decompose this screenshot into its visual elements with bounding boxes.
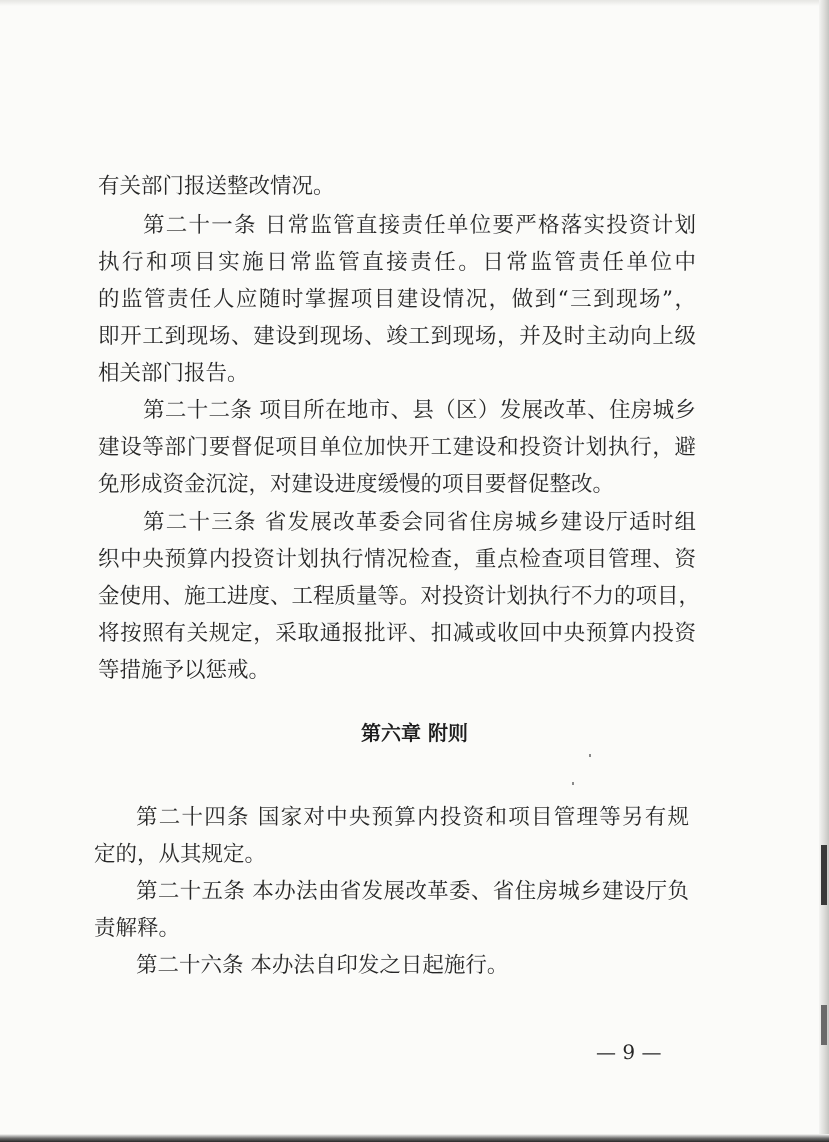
article-24-line: 第二十四条 国家对中央预算内投资和项目管理等另有规	[136, 805, 689, 830]
article-21-line: 第二十一条 日常监管直接责任单位要严格落实投资计划	[143, 213, 696, 238]
paragraph-line: 等措施予以惩戒。	[98, 658, 271, 683]
paragraph-line: 即开工到现场、建设到现场、竣工到现场，并及时主动向上级	[98, 324, 696, 349]
scan-shadow-bottom	[0, 1134, 829, 1142]
paragraph-line: 织中央预算内投资计划执行情况检查，重点检查项目管理、资	[98, 547, 696, 572]
page-number: — 9 —	[596, 1040, 662, 1064]
paragraph-line: 责解释。	[94, 916, 181, 941]
scan-shadow-right	[819, 0, 829, 1142]
scan-speck	[572, 782, 574, 785]
scan-speck	[589, 754, 591, 757]
article-22-line: 第二十二条 项目所在地市、县（区）发展改革、住房城乡	[143, 398, 696, 423]
paragraph-line: 相关部门报告。	[98, 361, 249, 386]
article-25-line: 第二十五条 本办法由省发展改革委、省住房城乡建设厅负	[136, 879, 689, 904]
paragraph-line: 建设等部门要督促项目单位加快开工建设和投资计划执行，避	[98, 435, 696, 460]
paragraph-line: 有关部门报送整改情况。	[98, 174, 335, 199]
article-23-line: 第二十三条 省发展改革委会同省住房城乡建设厅适时组	[143, 510, 696, 535]
scan-shadow-top	[0, 0, 829, 6]
paragraph-line: 执行和项目实施日常监管直接责任。日常监管责任单位中	[98, 250, 696, 275]
paragraph-line: 免形成资金沉淀，对建设进度缓慢的项目要督促整改。	[98, 472, 615, 497]
article-26-line: 第二十六条 本办法自印发之日起施行。	[136, 953, 509, 978]
paragraph-line: 金使用、施工进度、工程质量等。对投资计划执行不力的项目，	[98, 584, 701, 609]
paragraph-line: 将按照有关规定，采取通报批评、扣减或收回中央预算内投资	[98, 621, 696, 646]
paragraph-line: 的监管责任人应随时掌握项目建设情况，做到“三到现场”，	[98, 287, 696, 312]
scan-edge-mark	[821, 845, 827, 905]
paragraph-line: 定的，从其规定。	[94, 842, 267, 867]
scan-edge-mark	[821, 1005, 827, 1045]
chapter-heading: 第六章 附则	[361, 721, 468, 745]
